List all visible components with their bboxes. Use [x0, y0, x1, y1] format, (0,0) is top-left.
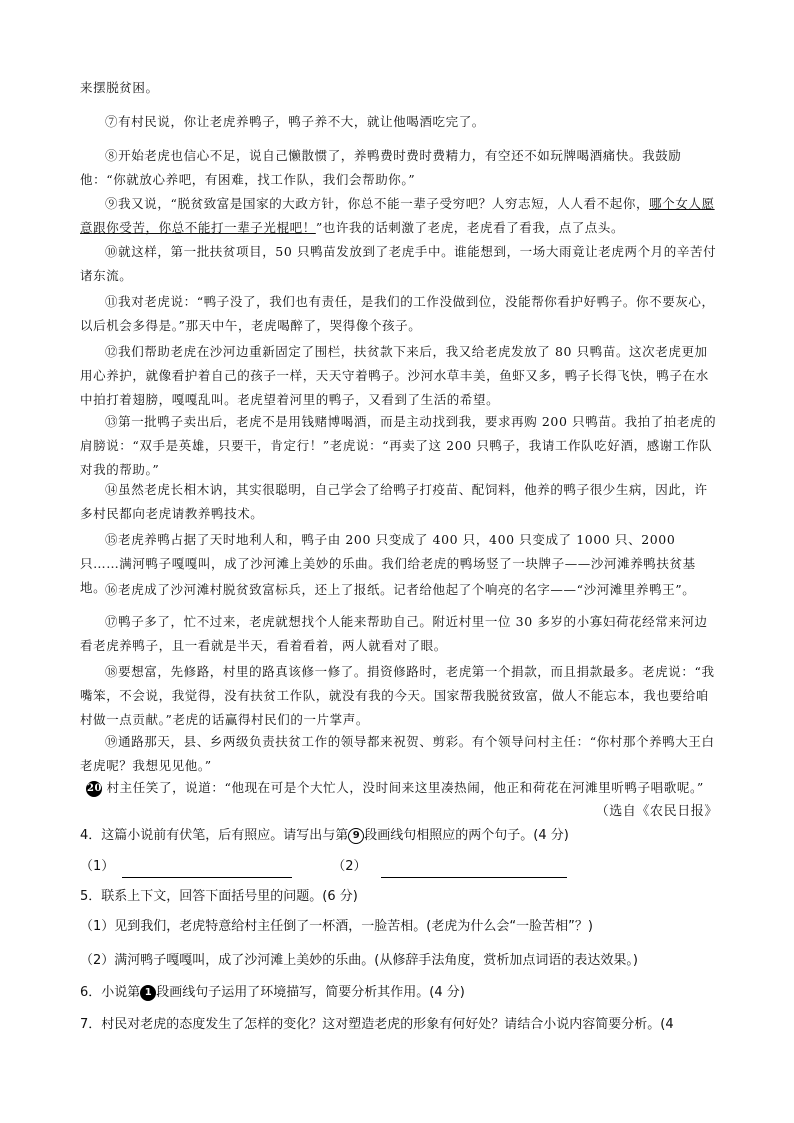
story-paragraph-14: ⑭虽然老虎长相木讷，其实很聪明，自己学会了给鸭子打疫苗、配饲料，他养的鸭子很少生病，因此，许多村民都向老虎请教养鸭技术。	[80, 482, 708, 521]
story-paragraph-9	[80, 192, 718, 240]
paragraph-9-text-b: ”也许我的话刺激了老虎，老虎看了看我，点了点头。	[315, 220, 625, 235]
question-5: 5．联系上下文，回答下面括号里的问题。(6 分)	[80, 889, 358, 904]
paragraph-number-1: 1	[140, 985, 156, 1001]
story-paragraph-end: 来摆脱贫困。	[80, 80, 159, 95]
story-paragraph-15: ⑮老虎养鸭占据了天时地利人和，鸭子由 200 只变成了 400 只，400 只变成了 1000 只、2000 只……满河鸭子嘎嘎叫，成了沙河滩上美妙的乐曲。我们给老虎的鸭场竖了一块牌子——沙河滩养鸭扶贫基地。	[80, 532, 696, 595]
paragraph-number-20: 20	[86, 781, 102, 797]
story-paragraph-19: ⑲通路那天，县、乡两级负责扶贫工作的领导都来祝贺、剪彩。有个领导问村主任：“你村那个养鸭大王白老虎呢？我想见见他。”	[80, 734, 715, 773]
story-paragraph-17: ⑰鸭子多了，忙不过来，老虎就想找个人能来帮助自己。附近村里一位 30 多岁的小寡妇荷花经常来河边看老虎养鸭子，且一看就是半天，看着看着，两人就看对了眼。	[80, 614, 708, 653]
question-4-text-a: 4．这篇小说前有伏笔，后有照应。请写出与第	[80, 828, 349, 843]
question-6-text-b: 段画线句子运用了环境描写，简要分析其作用。(4 分)	[156, 985, 465, 1000]
answer-label-1: （1）	[80, 859, 115, 874]
story-paragraph-16: ⑯老虎成了沙河滩村脱贫致富标兵，还上了报纸。记者给他起了个响亮的名字——“沙河滩里养鸭王”。	[105, 582, 696, 597]
paragraph-number-9: 9	[348, 828, 364, 844]
story-paragraph-10: ⑩就这样，第一批扶贫项目，50 只鸭苗发放到了老虎手中。谁能想到，一场大雨竟让老虎两个月的辛苦付诸东流。	[80, 244, 717, 283]
answer-label-2: （2）	[332, 859, 367, 874]
question-5-part-2: （2）满河鸭子嘎嘎叫，成了沙河滩上美妙的乐曲。(从修辞手法角度，赏析加点词语的表达效果。)	[80, 953, 638, 968]
question-5-part-1: （1）见到我们，老虎特意给村主任倒了一杯酒，一脸苦相。(老虎为什么会“一脸苦相”？)	[80, 919, 593, 934]
answer-blank-1[interactable]	[122, 863, 292, 878]
story-paragraph-13: ⑬第一批鸭子卖出后，老虎不是用钱赌博喝酒，而是主动找到我，要求再购 200 只鸭苗。我拍了拍老虎的肩膀说：“双手是英雄，只要干，肯定行！”老虎说：“再卖了这 200 只鸭子，我请工作队吃好酒，感谢工作队对我的帮助。”	[80, 414, 717, 477]
answer-blank-2[interactable]	[381, 863, 567, 878]
story-paragraph-12: ⑫我们帮助老虎在沙河边重新固定了围栏，扶贫款下来后，我又给老虎发放了 80 只鸭苗。这次老虎更加用心养护，就像看护着自己的孩子一样，天天守着鸭子。沙河水草丰美，鱼虾又多，鸭子长得飞快，鸭子在水中拍打着翅膀，嘎嘎乱叫。老虎望着河里的鸭子，又看到了生活的希望。	[80, 344, 709, 407]
source-citation: （选自《农民日报》	[595, 804, 718, 819]
question-4	[80, 825, 720, 847]
paragraph-9-underlined-sentence: 哪个女人愿意跟你受苦，你总不能打一辈子光棍吧！	[80, 196, 715, 235]
story-paragraph-18: ⑱要想富，先修路，村里的路真该修一修了。捐资修路时，老虎第一个捐款，而且捐款最多。老虎说：“我嘴笨，不会说，我觉得，没有扶贫工作队，就没有我的今天。国家帮我脱贫致富，做人不能忘本，我也要给咱村做一点贡献。”老虎的话赢得村民们的一片掌声。	[80, 664, 715, 727]
paragraph-9-text-a: ⑨我又说，“脱贫致富是国家的大政方针，你总不能一辈子受穷吧？人穷志短，人人看不起你，	[105, 196, 650, 211]
question-6-text-a: 6．小说第	[80, 985, 141, 1000]
question-4-text-b: 段画线句相照应的两个句子。(4 分)	[364, 828, 569, 843]
question-6	[80, 982, 720, 1004]
story-paragraph-20	[86, 776, 718, 824]
paragraph-20-text: 村主任笑了，说道：“他现在可是个大忙人，没时间来这里凑热闹，他正和荷花在河滩里听鸭子唱歌呢。”	[106, 780, 704, 795]
question-7: 7．村民对老虎的态度发生了怎样的变化？这对塑造老虎的形象有何好处？请结合小说内容简要分析。(4	[80, 1017, 674, 1032]
story-paragraph-8: ⑧开始老虎也信心不足，说自己懒散惯了，养鸭费时费时费精力，有空还不如玩牌喝酒痛快。我鼓励他：“你就放心养吧，有困难，找工作队，我们会帮助你。”	[80, 148, 682, 187]
story-paragraph-7: ⑦有村民说，你让老虎养鸭子，鸭子养不大，就让他喝酒吃完了。	[105, 114, 485, 129]
story-paragraph-11: ⑪我对老虎说：“鸭子没了，我们也有责任，是我们的工作没做到位，没能帮你看护好鸭子。你不要灰心，以后机会多得是。”那天中午，老虎喝醉了，哭得像个孩子。	[80, 294, 715, 333]
question-4-answer-lines	[80, 856, 720, 878]
